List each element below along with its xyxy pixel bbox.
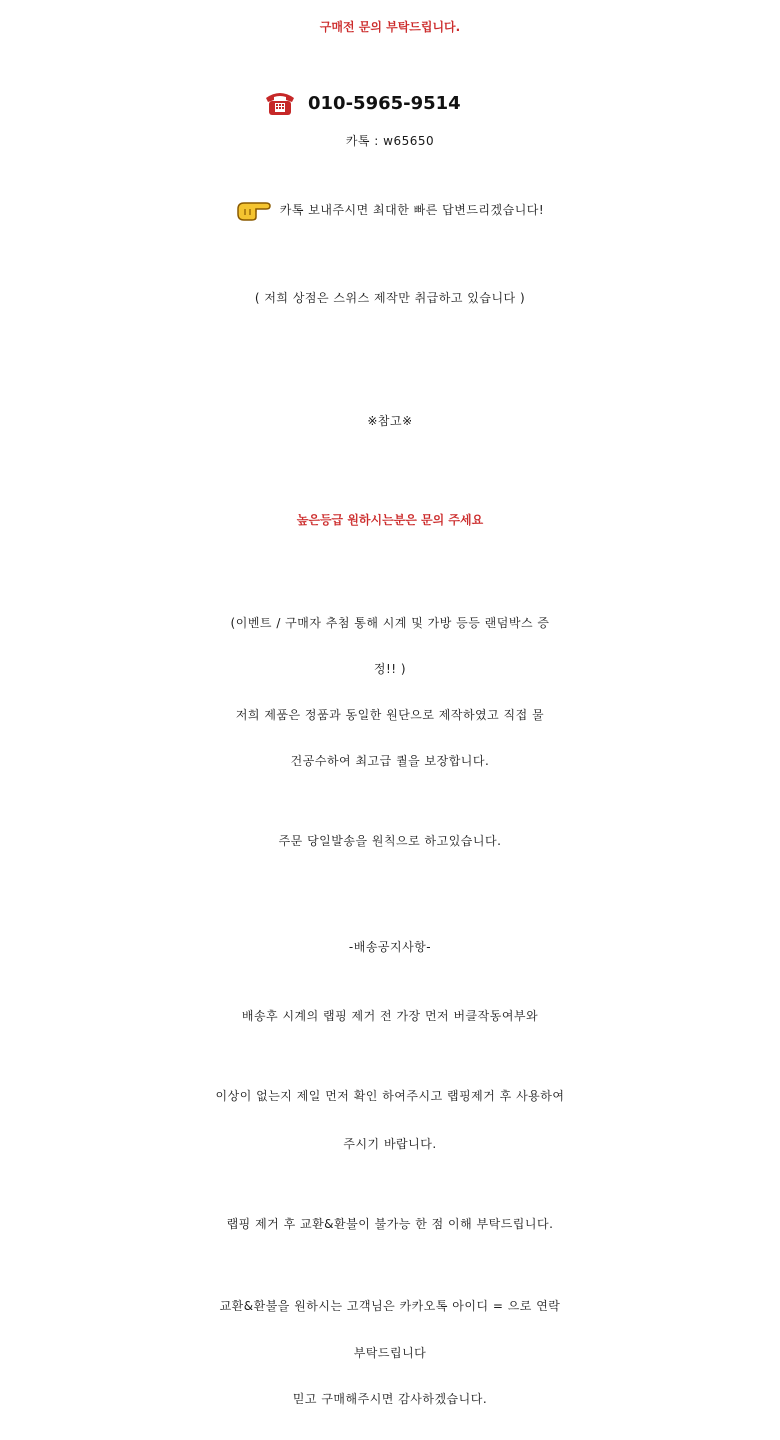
delivery-p4-line-2: 부탁드립니다 [353, 1346, 427, 1360]
delivery-p3: 랩핑 제거 후 교환&환불이 불가능 한 점 이해 부탁드립니다. [226, 1217, 554, 1231]
telephone-icon [264, 90, 296, 116]
delivery-p4-line-1: 교환&환불을 원하시는 고객님은 카카오톡 아이디 = 으로 연락 [219, 1299, 561, 1313]
shop-note: ( 저희 상점은 스위스 제작만 취급하고 있습니다 ) [254, 291, 526, 305]
delivery-heading: -배송공지사항- [348, 940, 432, 954]
page-title: 구매전 문의 부탁드립니다. [319, 20, 461, 34]
grade-note: 높은등급 원하시는분은 문의 주세요 [296, 513, 484, 527]
quality-line-2: 건공수하여 최고급 퀄을 보장합니다. [290, 754, 490, 768]
kakao-note-row [0, 197, 780, 224]
phone-number[interactable]: 010-5965-9514 [308, 92, 461, 114]
shipping-same-day: 주문 당일발송을 원칙으로 하고있습니다. [278, 834, 502, 848]
quality-line-1: 저희 제품은 정품과 동일한 원단으로 제작하였고 직접 물 [235, 708, 545, 722]
pointing-hand-icon [236, 197, 272, 224]
event-line-2: 정!! ) [373, 662, 407, 676]
kakao-note: 카톡 보내주시면 최대한 빠른 답변드리겠습니다! [279, 203, 545, 217]
notice-heading: ※참고※ [367, 414, 413, 428]
delivery-p4-line-3: 믿고 구매해주시면 감사하겠습니다. [292, 1392, 488, 1406]
event-line-1: (이벤트 / 구매자 추첨 통해 시계 및 가방 등등 랜덤박스 증 [230, 616, 550, 630]
phone-row [264, 90, 461, 116]
delivery-p1: 배송후 시계의 랩핑 제거 전 가장 먼저 버클작동여부와 [241, 1009, 539, 1023]
delivery-p2-line-2: 주시기 바랍니다. [343, 1137, 437, 1151]
delivery-p2-line-1: 이상이 없는지 제일 먼저 확인 하여주시고 랩핑제거 후 사용하여 [215, 1089, 565, 1103]
kakao-id: 카톡 : w65650 [345, 134, 435, 148]
